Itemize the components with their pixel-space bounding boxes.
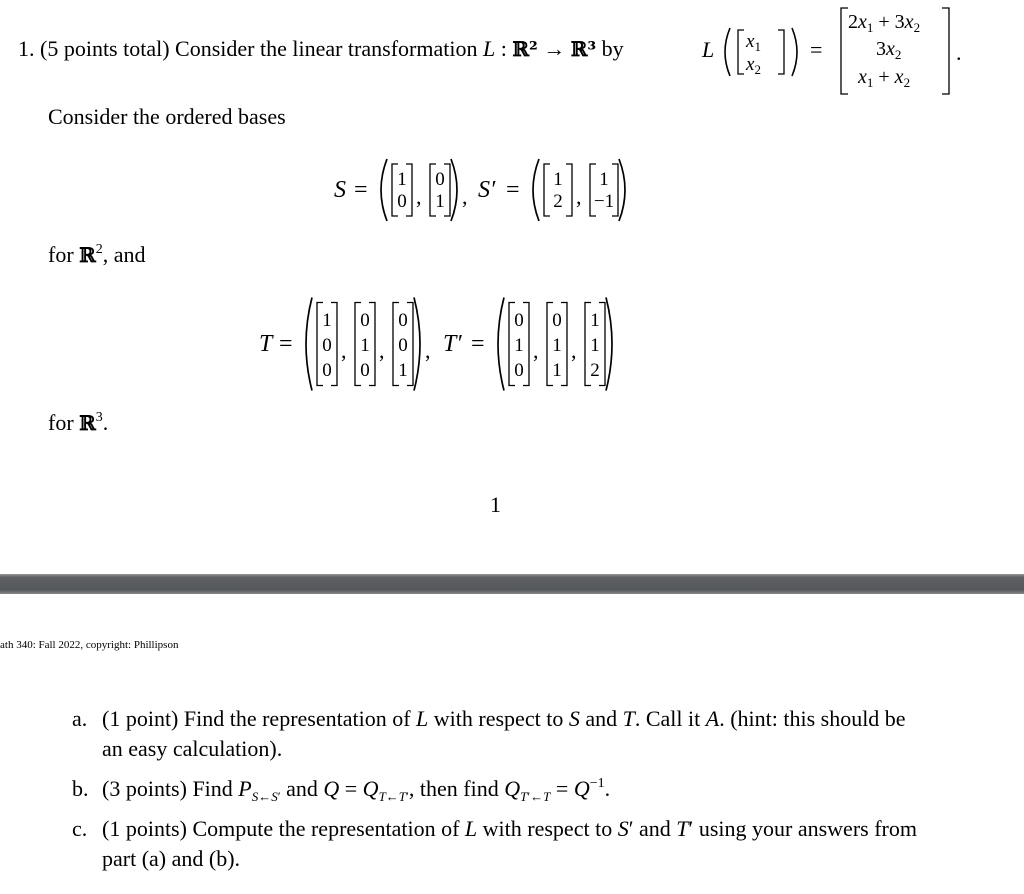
basis-S-right-paren [451, 159, 457, 221]
basis-T-vector-1-entry-1: 1 [322, 310, 332, 331]
basis-S-prime-name: S′ [478, 177, 496, 203]
basis-S-prime-vector-1-entry-2: 2 [553, 191, 563, 213]
part-b-line-1: (3 points) Find $P_{S\leftarrow S'}$ and $Q = Q_{T\leftarrow T'}$, then find $Q_{T'\leftarrow T} = Q^{-1}$. [102, 776, 611, 804]
by-word: by [601, 36, 624, 61]
basis-T-prime-vector-2-entry-3: 1 [552, 360, 562, 381]
part-a-line-2: an easy calculation). [102, 736, 283, 761]
basis-T-vector-2-entry-2: 1 [360, 335, 370, 356]
basis-T-vector-2-entry-3: 0 [360, 360, 370, 381]
basis-T-vector-1-entry-3: 0 [322, 360, 332, 381]
part-c-line-1: (1 points) Compute the representation of L with respect to S′ and T′ using your answers from [102, 816, 917, 841]
input-bracket-left [738, 30, 744, 74]
basis-T-prime-vector-1-entry-1: 0 [514, 310, 524, 331]
basis-T-separator-comma: , [425, 338, 431, 363]
basis-S-prime-comma-1: , [576, 184, 582, 209]
basis-T-prime-vector-3-bracket-right [599, 303, 605, 386]
basis-T-prime-equals: = [471, 331, 485, 357]
basis-T-prime-vector-2-entry-1: 0 [552, 310, 562, 331]
basis-S-left-paren [381, 159, 387, 221]
problem-intro: (5 points total) Consider the linear transformation [40, 36, 478, 61]
basis-T-vector-1-entry-2: 0 [322, 335, 332, 356]
basis-T-prime-vector-3-entry-3: 2 [590, 360, 600, 381]
part-c-label: c. [72, 816, 88, 841]
basis-S-prime-vector-1-bracket-left [544, 164, 550, 216]
for-r3-label: for ℝ$^3$. [48, 410, 109, 435]
bases-S-equation [330, 150, 730, 230]
part-c-line-2: part (a) and (b). [102, 846, 241, 871]
part-a-label: a. [72, 706, 88, 731]
basis-S-name: S [334, 177, 346, 203]
basis-T-name: T [259, 331, 273, 357]
basis-S-prime-vector-2-entry-2: −1 [593, 191, 615, 213]
basis-S-prime-equals: = [506, 177, 520, 203]
basis-T-vector-3-entry-1: 0 [398, 310, 408, 331]
bases-intro: Consider the ordered bases [48, 104, 286, 129]
basis-S-prime-vector-1-bracket-right [566, 164, 572, 216]
page-separator [0, 574, 1024, 594]
page-2 [0, 594, 1024, 894]
basis-T-prime-vector-1-entry-3: 0 [514, 360, 524, 381]
problem-number: 1. [18, 36, 35, 61]
basis-T-prime-left-paren [498, 298, 504, 391]
domain-space: ℝ² [512, 37, 538, 61]
input-x1: $x_1$ [746, 31, 761, 54]
basis-T-equals: = [279, 331, 293, 357]
codomain-space: ℝ³ [570, 37, 597, 61]
basis-T-prime-comma-2: , [571, 338, 577, 363]
for-r2-label: for ℝ$^2$, and [48, 242, 146, 267]
basis-T-prime-vector-1-bracket-right [523, 303, 529, 386]
basis-S-vector-1-bracket-right [406, 164, 412, 216]
basis-S-prime-vector-1-entry-1: 1 [553, 169, 563, 191]
map-name: L [482, 36, 496, 61]
basis-S-prime-left-paren [533, 159, 539, 221]
output-bracket-left [841, 8, 848, 94]
output-bracket-right [942, 8, 949, 94]
input-bracket-right [778, 30, 784, 74]
basis-T-prime-comma-1: , [533, 338, 539, 363]
basis-T-vector-2-bracket-right [369, 303, 375, 386]
page-number: 1 [490, 492, 501, 517]
period: . [956, 40, 962, 65]
left-paren [725, 28, 730, 76]
basis-S-prime-vector-2-entry-1: 1 [599, 169, 609, 191]
basis-S-separator-comma: , [462, 184, 468, 209]
part-a-line-1: (1 point) Find the representation of L with respect to S and T. Call it A. (hint: this should be [102, 706, 906, 731]
basis-T-comma-2: , [379, 338, 385, 363]
part-b-label: b. [72, 776, 89, 801]
basis-T-prime-vector-2-entry-2: 1 [552, 335, 562, 356]
basis-T-vector-1-bracket-right [331, 303, 337, 386]
basis-T-prime-vector-3-entry-2: 1 [590, 335, 600, 356]
basis-S-vector-2-entry-2: 1 [435, 191, 445, 213]
basis-S-vector-2-entry-1: 0 [435, 169, 445, 191]
basis-S-prime-right-paren [619, 159, 625, 221]
map-name-formula: L [702, 37, 715, 62]
basis-T-vector-3-bracket-right [407, 303, 413, 386]
basis-S-vector-1-entry-1: 1 [397, 169, 407, 191]
basis-S-equals: = [354, 177, 368, 203]
basis-S-vector-2-bracket-right [444, 164, 450, 216]
basis-S-vector-1-entry-2: 0 [397, 191, 407, 213]
equals-sign: = [810, 37, 823, 62]
basis-T-prime-vector-3-entry-1: 1 [590, 310, 600, 331]
basis-T-vector-3-entry-2: 0 [398, 335, 408, 356]
basis-T-comma-1: , [341, 338, 347, 363]
input-x2: $x_2$ [746, 54, 761, 77]
basis-T-left-paren [306, 298, 312, 391]
output-row-2: $3x_2$ [876, 38, 902, 62]
basis-T-prime-vector-2-bracket-right [561, 303, 567, 386]
output-row-1: $2x_1 + 3x_2$ [848, 11, 921, 35]
transformation-formula [700, 0, 1000, 100]
basis-S-comma-1: , [416, 184, 422, 209]
right-paren [792, 28, 797, 76]
basis-T-prime-right-paren [606, 298, 612, 391]
bases-T-equation [255, 292, 815, 402]
output-row-3: $x_1 + x_2$ [858, 66, 911, 90]
basis-T-right-paren [414, 298, 420, 391]
basis-T-prime-vector-1-entry-2: 1 [514, 335, 524, 356]
page-footer: ath 340: Fall 2022, copyright: Phillipson [0, 639, 179, 651]
basis-T-vector-2-entry-1: 0 [360, 310, 370, 331]
problem-statement: 1. (5 points total) Consider the linear transformation L : ℝ² → ℝ³ by [18, 36, 624, 61]
basis-T-prime-name: T′ [443, 331, 462, 357]
basis-T-vector-3-entry-3: 1 [398, 360, 408, 381]
